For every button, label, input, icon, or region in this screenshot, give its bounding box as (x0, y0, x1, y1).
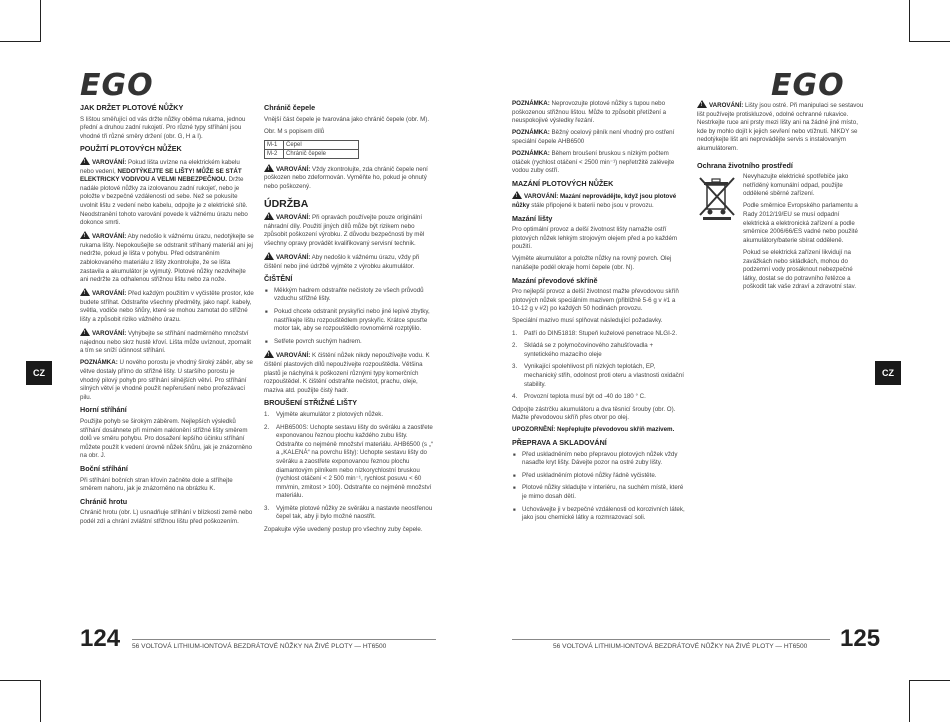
list-item: 4. Provozní teplota musí být od -40 do 180 ° C. (512, 393, 646, 401)
ego-logo: EGO (80, 68, 154, 103)
list-item: ■ Před uskladněním nebo přepravou plotových nůžek vždy nasaďte kryt lišty. Dávejte pozor na ostré zuby lišty. (522, 451, 685, 468)
language-tab: CZ (26, 361, 52, 385)
warning-block (264, 350, 436, 395)
warning-text: Lišty jsou ostré. Při manipulaci se sestavou lišt používejte protiskluzové, odolné ochranné rukavice. Nestrkejte ruce ani prsty mezi lišty ani na žádné jiné místo, kde by mohlo dojít k jejich sevření nebo vtížnutí. NIKDY se nedotýkejte lišt ani neprovádějte servis s instalovaným akumulátorem. (697, 102, 864, 152)
warning-label: VAROVÁNÍ: (92, 290, 127, 298)
list-item: ■ Uchovávejte ji v bezpečné vzdálenosti od korozivních látek, jako jsou chemické látky a rozmrazovací soli. (522, 506, 685, 523)
table-cell: M-1 (265, 140, 284, 149)
note-label: POZNÁMKA: (512, 100, 550, 107)
paragraph: Pokud se elektrická zařízení likvidují na zavážkách nebo skládkách, mohou do podzemní vody prosáknout nebezpečné látky, dostat se do potravního řetězce a poškodit tak vaše zdraví a zdravotní stav. (743, 248, 857, 291)
warning-icon (80, 288, 90, 296)
paragraph: Pro nejlepší provoz a delší životnost mažte převodovou skříň plotových nůžek speciálním mazivem (přibližně 5-6 g v #1 a 10-12 g v #2) po každých 50 hodinách provozu. (512, 288, 679, 313)
warning-label: VAROVÁNÍ: (276, 165, 311, 173)
warning-icon (264, 212, 274, 220)
warning-label: VAROVÁNÍ: (92, 330, 127, 338)
page-number: 124 (80, 625, 121, 652)
table-cell: Chránič čepele (284, 149, 359, 158)
warning-block (80, 288, 255, 324)
caution-text: Nepřeplujte převodovou skříň mazivem. (555, 426, 675, 434)
warning-bold: NEDOTÝKEJTE SE LIŠTY! MŮŽE SE STÁT ELEKTRICKY VODIVOU A VELMI NEBEZPEČNOU. (80, 167, 242, 184)
warning-block (512, 191, 685, 210)
warning-text: Vyhýbejte se stříhání nadměrného množství najednou nebo skrz hustě křoví. Lišta může uvíznout, zpomalit a tím se sníží účinnost stříhání. (80, 330, 251, 355)
environment-text (743, 173, 867, 295)
heading-hold: JAK DRŽET PLOTOVÉ NŮŽKY (80, 103, 184, 112)
warning-label: VAROVÁNÍ: (92, 158, 127, 166)
paragraph: S lištou směřující od vás držte nůžky oběma rukama, jednou přední a druhou zadní rukojetí. Pro různé typy stříhání jsou vhodné tři různé směry držení (obr. G, H a I). (80, 115, 246, 140)
paragraph: Chránič hrotu (obr. L) usnadňuje stříhání v blízkosti země nebo podél zdí a chrání zvláštní střižnou lištu před poškozením. (80, 509, 253, 525)
warning-icon (512, 191, 522, 199)
list-item: ■ Před uskladněním plotové nůžky řádně vyčistěte. (522, 472, 685, 481)
warning-label: VAROVÁNÍ: (276, 214, 311, 222)
note-label: POZNÁMKA: (512, 129, 550, 137)
list-item: ■ Plotové nůžky skladujte v interiéru, na suchém místě, které je mimo dosah dětí. (522, 484, 685, 501)
footer-rule (512, 639, 830, 640)
note-block (512, 129, 685, 146)
paragraph: Pro optimální provoz a delší životnost lišty namažte ostří plotových nůžek lehkým strojovým olejem před a po každém použití. (512, 226, 678, 251)
warning-text: Pokud lišta uvízne na elektrickém kabelu nebo vedení, (80, 158, 240, 175)
heading-lubrication: MAZÁNÍ PLOTOVÝCH NŮŽEK (512, 178, 614, 188)
ego-logo: EGO (771, 68, 845, 103)
heading-blade-lube: Mazání lišty (512, 213, 553, 223)
list-item: 1. Patří do DIN51818: Stupeň kuželové penetrace NLGI-2. (512, 329, 678, 337)
crop-mark (0, 680, 40, 681)
warning-block (264, 252, 436, 271)
heading-sharpening: BROUŠENÍ STŘIŽNÉ LIŠTY (264, 398, 358, 408)
paragraph: Použijte pohyb se širokým záběrem. Nejlepších výsledků stříhání dosáhnete při mírném naklonění střižné lišty směrem dolů ve směru pohybu. Pro dosažení lepšího účinku stříhání můžete použít k vedení úrovně nůžek šňůru, jak je znázorněno na obr. J. (80, 418, 252, 460)
warning-block (80, 231, 255, 285)
list-item: ■ Setřete povrch suchým hadrem. (274, 338, 436, 347)
warning-icon (80, 157, 90, 165)
paragraph: Vyjměte akumulátor a položte nůžky na rovný povrch. Olej nanášejte podél okraje horní čepele (obr. N). (512, 255, 672, 271)
paragraph: Při stříhání bočních stran křovin začněte dole a stříhejte směrem nahoru, jak je znázorněno na obrázku K. (80, 476, 233, 493)
warning-text: Držte nadále plotové nůžky za izolovanou zadní rukojeť, nebo je položte v bezpečné vzdálenosti od sebe. Než se pokusíte uvolnit lištu z vedení nebo kabelu, odpojte je z elektrické sítě. Neodstranění tohoto varování povede k vážnému úrazu nebo dokonce smrti. (80, 176, 248, 227)
note-label: POZNÁMKA: (80, 359, 118, 367)
warning-block (80, 328, 255, 356)
warning-icon (264, 252, 274, 260)
left-column-1 (80, 100, 255, 530)
heading-side-cut: Boční stříhání (80, 463, 128, 473)
storage-list (512, 451, 685, 523)
warning-text: K čištění nůžek nikdy nepoužívejte vodu. K čištění plastových dílů nepoužívejte rozpouštědla. Většina plastů je náchylná k poškození různými typy komerčních rozpouštědel. K čištění odstraňte nečistot, prachu, oleje, maziva atd. použijte čistý hadr. (264, 352, 430, 394)
note-block (512, 150, 685, 176)
list-item: 2. AHB6500S: Uchopte sestavu lišty do svěráku a zaostřete exponovanou řeznou plochu každého zubu lišty. Odstraňte co nejméně množství materiálu. AHB6500 (s „“ a „KALENÁ“ na povrchu lišty): Uchopte sestavu lišty do svěráku a zaostřete exponovanou řeznou plochu diamantovým pilníkem nebo nízkorychlostní bruskou (rychlost otáčení < 2 500 min⁻¹, rychlost posuvu < 60 mm/min, zmitost > 100). Odstraňte co nejméně množství materiálu. (264, 423, 433, 500)
crossed-bin-icon (697, 173, 737, 221)
list-item: 2. Skládá se z polymočovinového zahušťovadla + syntetického mazacího oleje (512, 342, 654, 358)
crop-mark (40, 680, 41, 722)
table-row (265, 149, 359, 158)
warning-text: Před každým použitím v vyčistěte prostor, kde budete stříhat. Odstraňte všechny předměty, jako např. kabely, světla, vodiče nebo šňůry, které se mohou zamotat do střižné lišty a způsobit riziko vážného úrazu. (80, 290, 254, 324)
crop-mark (910, 41, 950, 42)
warning-icon (697, 100, 707, 108)
heading-cleaning: ČIŠTĚNÍ (264, 274, 293, 284)
note-text: Neprovozujte plotové nůžky s tupou nebo poškozenou střižnou lištou. Může to způsobit přetížení a neuspokojivé výsledky řezání. (512, 100, 667, 125)
warning-block (80, 157, 255, 228)
heading-blade-guard: Chránič čepele (264, 103, 316, 112)
warning-text: Aby nedošlo k vážnému úrazu, nedotýkejte se rukama lišty. Nepokoušejte se odstranit stříhaný materiál ani jej nedržte, pokud je lišta v pohybu. Před odstraněním zablokovaného materiálu z lišty zkontrolujte, že se lišta zastavila a akumulátor je vyjmutý. Plotové nůžky nezdvihejte ani nedržte za odhalenou střižnou lištu nebo za nože. (80, 233, 254, 284)
crop-mark (909, 0, 910, 42)
heading-tip-guard: Chránič hrotu (80, 496, 128, 506)
list-item: ■ Pokud chcete odstranit pryskyřici nebo jiné lepivé zbytky, nastříkejte lištu rozpouštědlem pryskyřic. Krátce spusťte motor tak, aby se rozpouštědlo rovnoměrně rozptýlilo. (274, 308, 436, 334)
warning-block (264, 164, 436, 192)
warning-bold: Mazání neprovádějte, když jsou plotové nůžky (512, 193, 677, 209)
requirements-list (512, 330, 685, 402)
crop-mark (40, 0, 41, 42)
weee-section (697, 173, 867, 295)
warning-icon (80, 328, 90, 336)
warning-icon (264, 164, 274, 172)
list-item: 3. Vyjměte plotové nůžky ze svěráku a nastavte neostřenou čepel tak, aby ji bylo možné naostřit. (264, 504, 433, 521)
warning-text: stále připojené k baterii nebo jsou v provozu. (529, 201, 654, 209)
paragraph: Obr. M s popisem dílů (264, 127, 325, 135)
paragraph: Odpojte zástrčku akumulátoru a dva těsnicí šrouby (obr. O). Mažte převodovou skříň přes otvor po olej. (512, 405, 676, 422)
heading-maintenance: ÚDRŽBA (264, 197, 309, 210)
list-item: ■ Měkkým hadrem odstraňte nečistoty ze všech průvodů vzduchu střižné lišty. (274, 287, 436, 304)
note-label: POZNÁMKA: (512, 149, 550, 157)
footer-text: 56 VOLTOVÁ LITHIUM-IONTOVÁ BEZDRÁTOVÉ NŮŽKY NA ŽIVÉ PLOTY — HT6500 (132, 643, 387, 650)
paragraph: Speciální mazivo musí splňovat následující požadavky. (512, 317, 663, 325)
warning-label: VAROVÁNÍ: (92, 233, 127, 241)
footer-rule (132, 639, 436, 640)
caution-block (512, 426, 685, 435)
paragraph: Vnější část čepele je tvarována jako chránič čepele (obr. M). (264, 115, 430, 123)
heading-gearbox-lube: Mazání převodové skříně (512, 275, 598, 285)
warning-text: Vždy zkontrolujte, zda chránič čepele není poškozen nebo zdeformován. Vyměňte ho, pokud je ohnutý nebo poškozený. (264, 165, 428, 190)
left-column-2 (264, 100, 436, 538)
warning-icon (264, 350, 274, 358)
parts-table (264, 140, 359, 159)
paragraph: Podle směrnice Evropského parlamentu a Rady 2012/19/EU se musí odpadní elektrická a elektronická zařízení a podle směrnice 2006/66/ES vadné nebo použité akumulátory/baterie sbírat odděleně. (743, 202, 858, 244)
crop-mark (909, 680, 910, 722)
page-number: 125 (840, 625, 881, 652)
caution-label: UPOZORNĚNÍ: (512, 426, 556, 434)
warning-icon (80, 231, 90, 239)
language-tab: CZ (875, 361, 901, 385)
warning-block (264, 212, 436, 248)
note-text: Během broušení bruskou s nízkým počtem otáček (rychlost otáčení < 2500 min⁻¹) nepřetržitě zalévejte vodou zuby ostří. (512, 149, 675, 175)
heading-use: POUŽITÍ PLOTOVÝCH NŮŽEK (80, 144, 182, 154)
crop-mark (0, 41, 40, 42)
warning-label: VAROVÁNÍ: (276, 352, 311, 360)
right-column-2 (697, 100, 867, 295)
heading-transport: PŘEPRAVA A SKLADOVÁNÍ (512, 438, 607, 447)
right-column-1 (512, 100, 685, 527)
table-row (265, 140, 359, 149)
warning-block (697, 100, 867, 154)
warning-label: VAROVÁNÍ: (709, 102, 744, 109)
list-item: 1. Vyjměte akumulátor z plotových nůžek. (264, 410, 384, 418)
warning-label: VAROVÁNÍ: (276, 254, 311, 262)
note-text: Běžný ocelový pilník není vhodný pro ostření speciální čepele AHB6500 (512, 129, 675, 145)
footer-text: 56 VOLTOVÁ LITHIUM-IONTOVÁ BEZDRÁTOVÉ NŮŽKY NA ŽIVÉ PLOTY — HT6500 (553, 643, 808, 650)
table-cell: M-2 (265, 149, 284, 158)
note-text: U nového porostu je vhodný široký záběr, aby se větve dostaly přímo do střižné lišty. U staršího porostu je vhodný pilový pohyb pro stříhání silnějších větví. Pro stříhání silných větví je vhodné použít nepřerušení nebo prořezávací pilu. (80, 359, 253, 401)
crop-mark (910, 680, 950, 681)
note-block (512, 100, 685, 126)
right-page (475, 0, 950, 722)
sharpening-steps (264, 411, 436, 522)
cleaning-list (264, 287, 436, 347)
heading-environment: Ochrana životního prostředí (697, 160, 793, 170)
paragraph: Nevyhazujte elektrické spotřebiče jako netříděný komunální odpad, použijte oddělené sběrné zařízení. (743, 173, 849, 198)
note-block (80, 359, 255, 402)
warning-text: Při opravách používejte pouze originální náhradní díly. Použití jiných dílů může být rizikem nebo způsobit poškození výrobku. Z důvodu bezpečnosti by měl všechny opravy provádět kvalifikovaný servisní technik. (264, 214, 425, 247)
paragraph: Zopakujte výše uvedený postup pro všechny zuby čepele. (264, 526, 423, 534)
warning-text: Aby nedošlo k vážnému úrazu, vždy při čištění nebo jiné údržbě vyjměte z výrobku akumulátor. (264, 254, 420, 270)
warning-label: VAROVÁNÍ: (524, 193, 559, 201)
heading-top-cut: Horní stříhání (80, 405, 127, 415)
table-cell: Čepel (284, 140, 359, 149)
list-item: 3. Vynikající spolehlivost při nízkých teplotách, EP, mechanický střih, odolnost proti oteru a vlastnosti oxidační stability. (512, 363, 684, 388)
